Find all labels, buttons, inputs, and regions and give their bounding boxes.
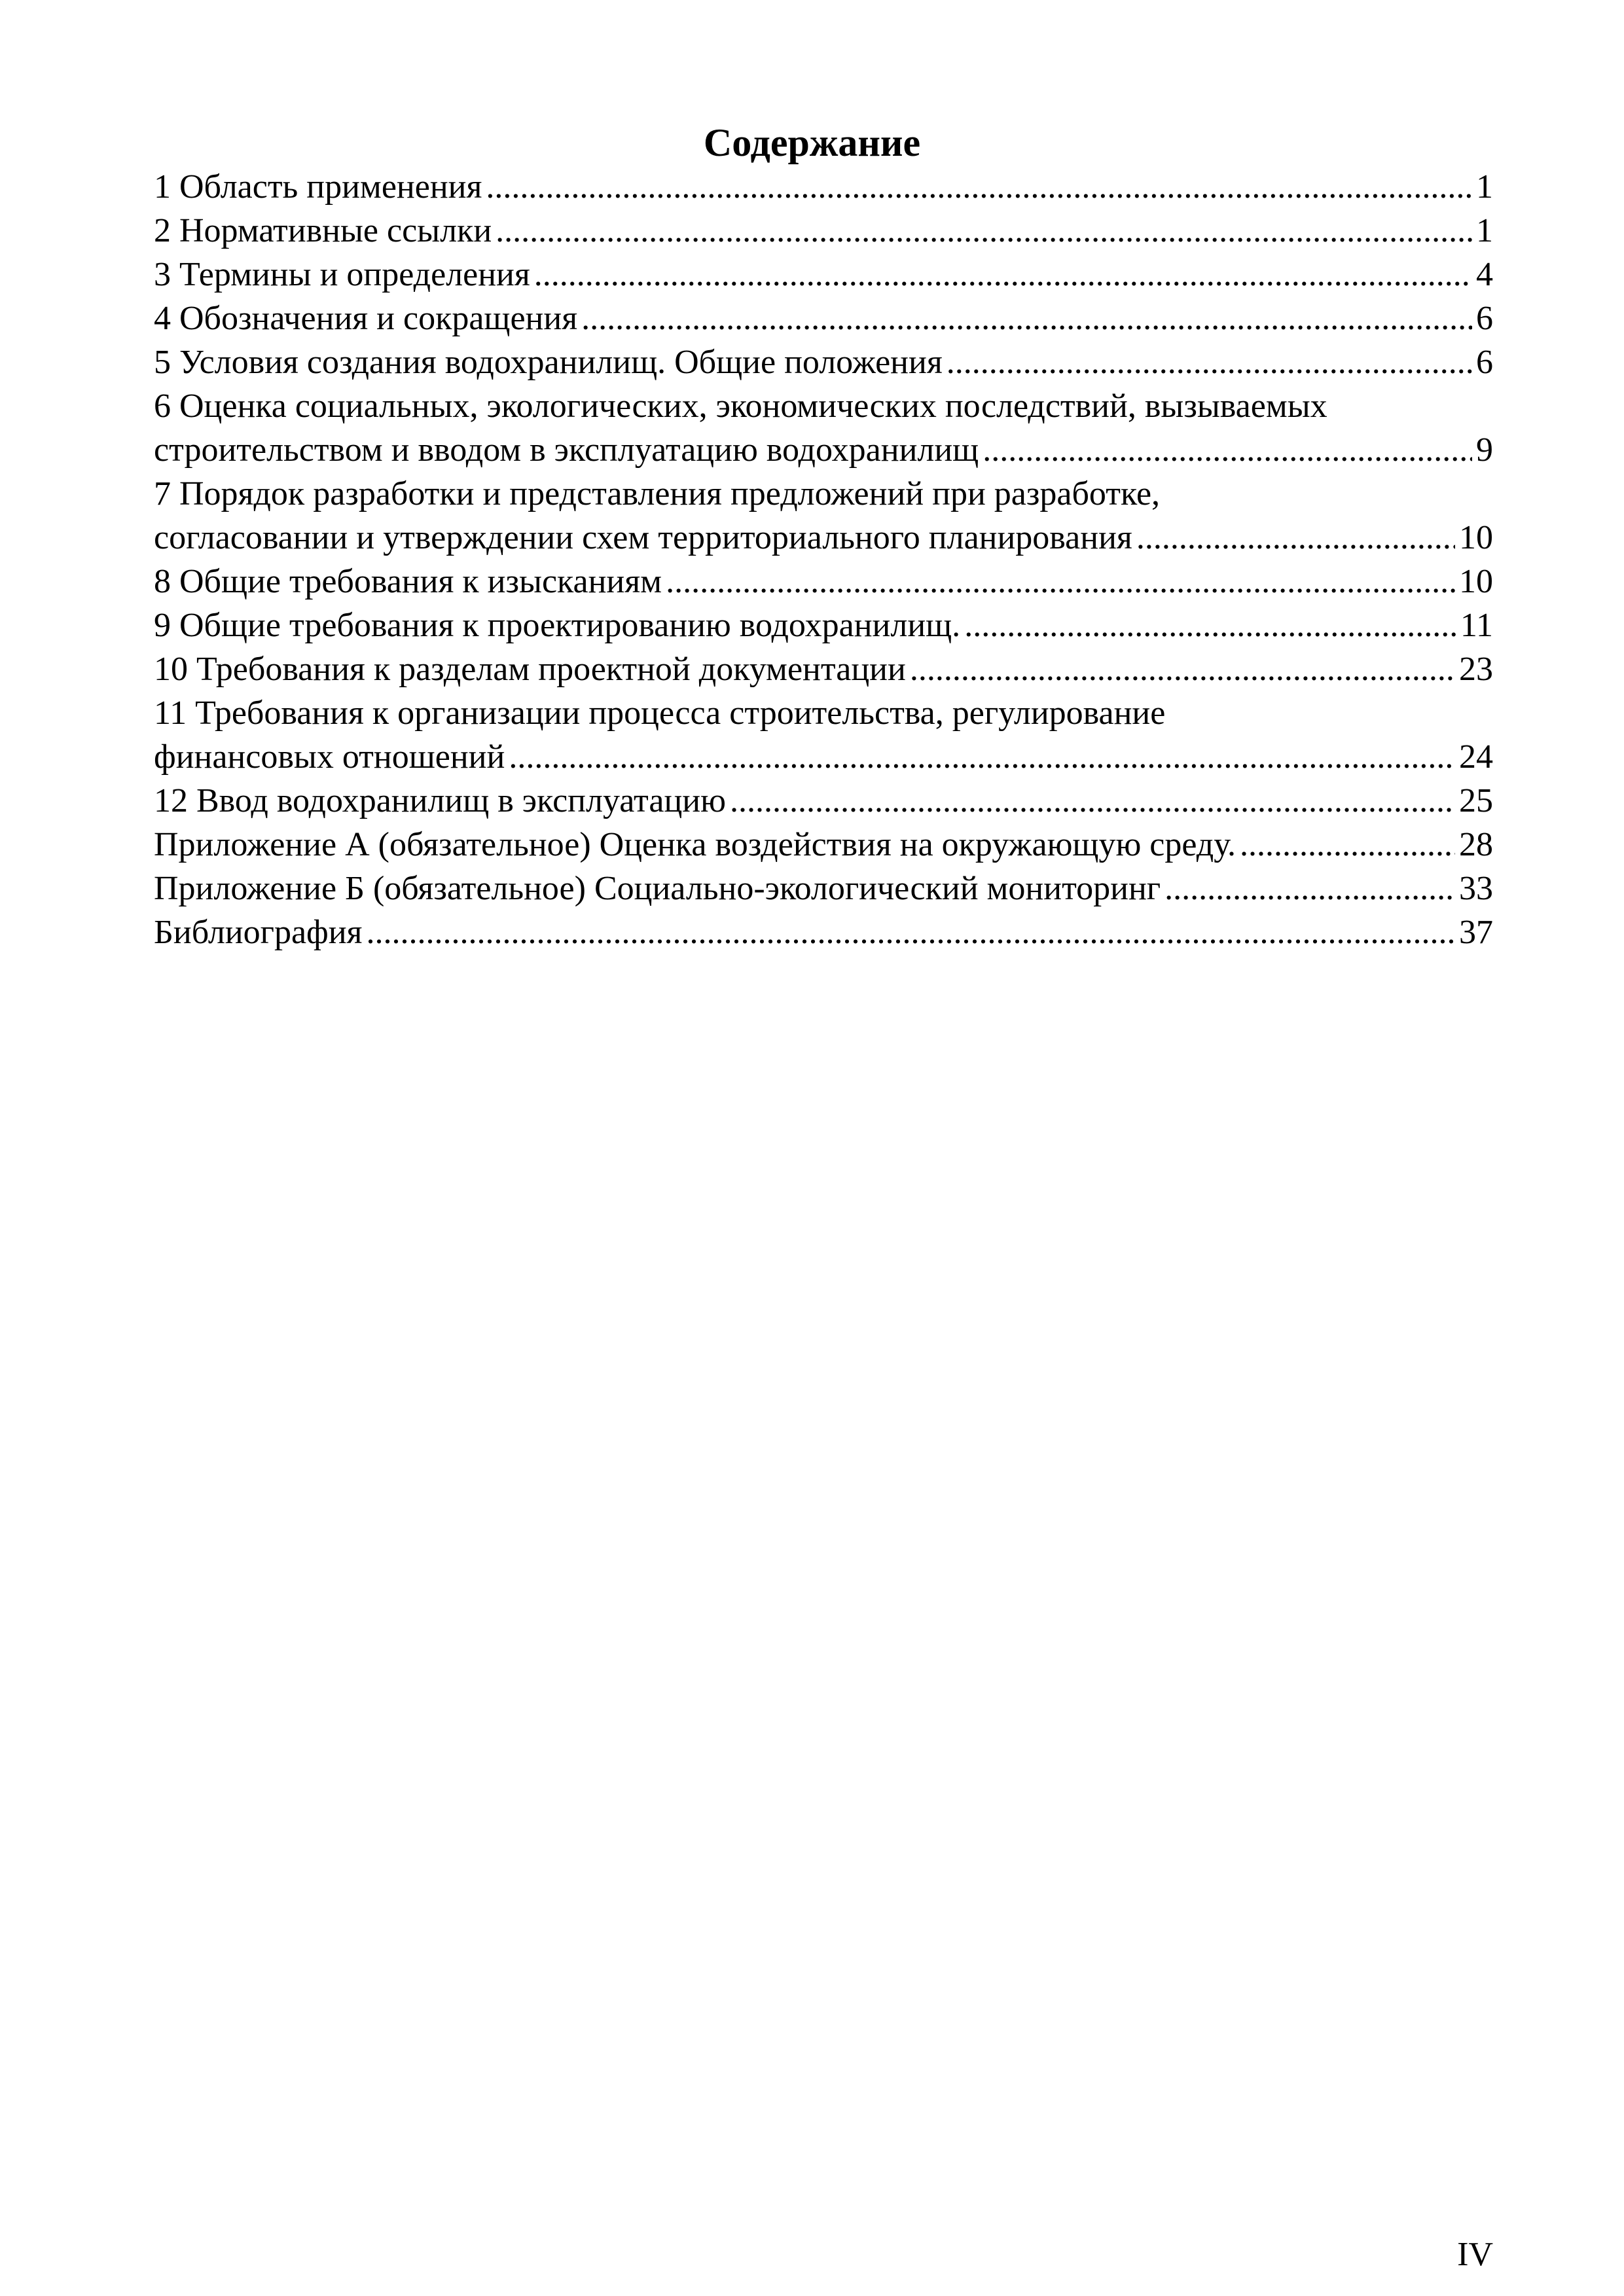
toc-entry-bibliography[interactable] xyxy=(154,910,1493,954)
toc-entry-text: согласовании и утверждении схем территориального планирования xyxy=(154,519,1132,556)
toc-entry-text: 12 Ввод водохранилищ в эксплуатацию xyxy=(154,782,726,819)
toc-entry-text: строительством и вводом в эксплуатацию водохранилищ xyxy=(154,431,979,469)
toc-entry-page: 28 xyxy=(1459,826,1493,863)
toc-title: Содержание xyxy=(703,121,921,164)
toc-entry-page: 1 xyxy=(1476,168,1493,206)
toc-entry-text: 3 Термины и определения xyxy=(154,256,530,293)
toc-entry-page: 10 xyxy=(1459,563,1493,600)
toc-entry-9[interactable] xyxy=(154,603,1493,647)
toc-entry-text-line1: 11 Требования к организации процесса строительства, регулирование xyxy=(154,694,1166,732)
page-number: IV xyxy=(1457,2236,1493,2273)
toc-entry-6[interactable] xyxy=(154,384,1493,472)
dot-leader xyxy=(910,647,1455,691)
toc-entry-10[interactable] xyxy=(154,647,1493,691)
toc-entry-page: 1 xyxy=(1476,212,1493,249)
dot-leader xyxy=(730,779,1455,823)
toc-entry-2[interactable] xyxy=(154,209,1493,253)
toc-entry-7[interactable] xyxy=(154,472,1493,560)
toc-entry-text: Приложение А (обязательное) Оценка воздействия на окружающую среду. xyxy=(154,826,1236,863)
toc-entry-page: 10 xyxy=(1459,519,1493,556)
dot-leader xyxy=(983,428,1472,472)
toc-entry-page: 24 xyxy=(1459,738,1493,776)
dot-leader xyxy=(486,165,1472,209)
dot-leader xyxy=(964,603,1456,647)
toc-entry-page: 25 xyxy=(1459,782,1493,819)
toc-entry-page: 37 xyxy=(1459,914,1493,951)
toc-entry-8[interactable] xyxy=(154,560,1493,603)
dot-leader xyxy=(581,296,1472,340)
toc-entry-appendix-b[interactable] xyxy=(154,867,1493,910)
dot-leader xyxy=(534,253,1472,296)
toc-entry-page: 11 xyxy=(1460,607,1493,644)
toc-entry-5[interactable] xyxy=(154,340,1493,384)
dot-leader xyxy=(366,910,1455,954)
toc-entry-text: 5 Условия создания водохранилищ. Общие положения xyxy=(154,344,943,381)
toc-entry-page: 23 xyxy=(1459,651,1493,688)
toc-entry-text: финансовых отношений xyxy=(154,738,505,776)
toc-entry-text-line1: 7 Порядок разработки и представления предложений при разработке, xyxy=(154,475,1161,512)
toc-entry-appendix-a[interactable] xyxy=(154,823,1493,867)
dot-leader xyxy=(509,735,1455,779)
toc-entry-11[interactable] xyxy=(154,691,1493,779)
dot-leader xyxy=(947,340,1472,384)
dot-leader xyxy=(666,560,1455,603)
toc-entry-text: Библиография xyxy=(154,914,363,951)
toc-entry-text: 1 Область применения xyxy=(154,168,482,206)
toc-entry-page: 9 xyxy=(1476,431,1493,469)
toc-entry-text: Приложение Б (обязательное) Социально-экологический мониторинг xyxy=(154,870,1161,907)
toc-entry-page: 4 xyxy=(1476,256,1493,293)
toc-entry-1[interactable] xyxy=(154,165,1493,209)
toc-entry-text: 4 Обозначения и сокращения xyxy=(154,300,578,337)
toc-entry-page: 33 xyxy=(1459,870,1493,907)
dot-leader xyxy=(1136,516,1455,560)
toc-entry-page: 6 xyxy=(1476,344,1493,381)
dot-leader xyxy=(1164,867,1455,910)
toc-entry-12[interactable] xyxy=(154,779,1493,823)
table-of-contents xyxy=(154,165,1493,954)
toc-entry-text: 8 Общие требования к изысканиям xyxy=(154,563,662,600)
dot-leader xyxy=(1240,823,1455,867)
toc-entry-text: 2 Нормативные ссылки xyxy=(154,212,492,249)
toc-entry-text: 9 Общие требования к проектированию водохранилищ. xyxy=(154,607,961,644)
toc-entry-text: 10 Требования к разделам проектной документации xyxy=(154,651,906,688)
toc-entry-4[interactable] xyxy=(154,296,1493,340)
dot-leader xyxy=(496,209,1472,253)
toc-entry-page: 6 xyxy=(1476,300,1493,337)
toc-entry-3[interactable] xyxy=(154,253,1493,296)
toc-entry-text-line1: 6 Оценка социальных, экологических, экономических последствий, вызываемых xyxy=(154,387,1327,425)
